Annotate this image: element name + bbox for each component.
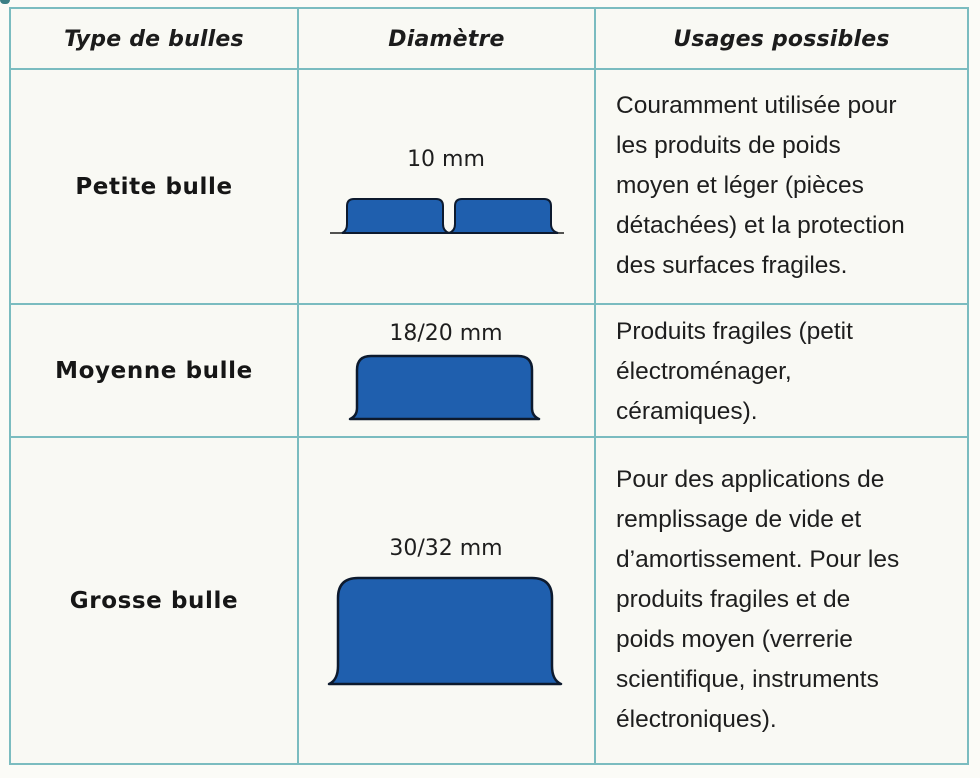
column-divider-2 (594, 9, 596, 763)
diameter-petite: 10 mm (407, 147, 485, 172)
header-diameter: Diamètre (388, 27, 505, 52)
row-moyenne-type: Moyenne bulle (55, 357, 253, 384)
usage-line: scientifique, instruments (616, 666, 879, 693)
diameter-moyenne: 18/20 mm (389, 321, 503, 346)
medium-bubble-icon (346, 352, 546, 424)
usage-line: produits fragiles et de (616, 586, 851, 613)
usage-line: Couramment utilisée pour (616, 92, 897, 119)
usage-line: poids moyen (verrerie (616, 626, 853, 653)
usage-line: Pour des applications de (616, 466, 885, 493)
row-petite-type: Petite bulle (75, 173, 233, 200)
header-usages: Usages possibles (673, 27, 890, 52)
large-bubble-icon (326, 574, 566, 690)
usage-line: les produits de poids (616, 132, 841, 159)
page-corner-mark (0, 0, 10, 4)
usage-line: électroniques). (616, 706, 777, 733)
usage-line: céramiques). (616, 398, 758, 425)
header-type: Type de bulles (64, 27, 244, 52)
row-petite-usage (616, 86, 966, 286)
usage-line: moyen et léger (pièces (616, 172, 864, 199)
usage-line: Produits fragiles (petit (616, 318, 853, 345)
usage-line: d’amortissement. Pour les (616, 546, 900, 573)
small-bubble-icon (328, 194, 568, 238)
usage-line: électroménager, (616, 358, 792, 385)
row-grosse-type: Grosse bulle (69, 587, 239, 614)
row-moyenne-usage (616, 312, 966, 432)
usage-line: des surfaces fragiles. (616, 252, 848, 279)
diameter-grosse: 30/32 mm (389, 536, 503, 561)
usage-line: remplissage de vide et (616, 506, 862, 533)
usage-line: détachées) et la protection (616, 212, 905, 239)
row-grosse-usage (616, 460, 966, 740)
column-divider-1 (297, 9, 299, 763)
